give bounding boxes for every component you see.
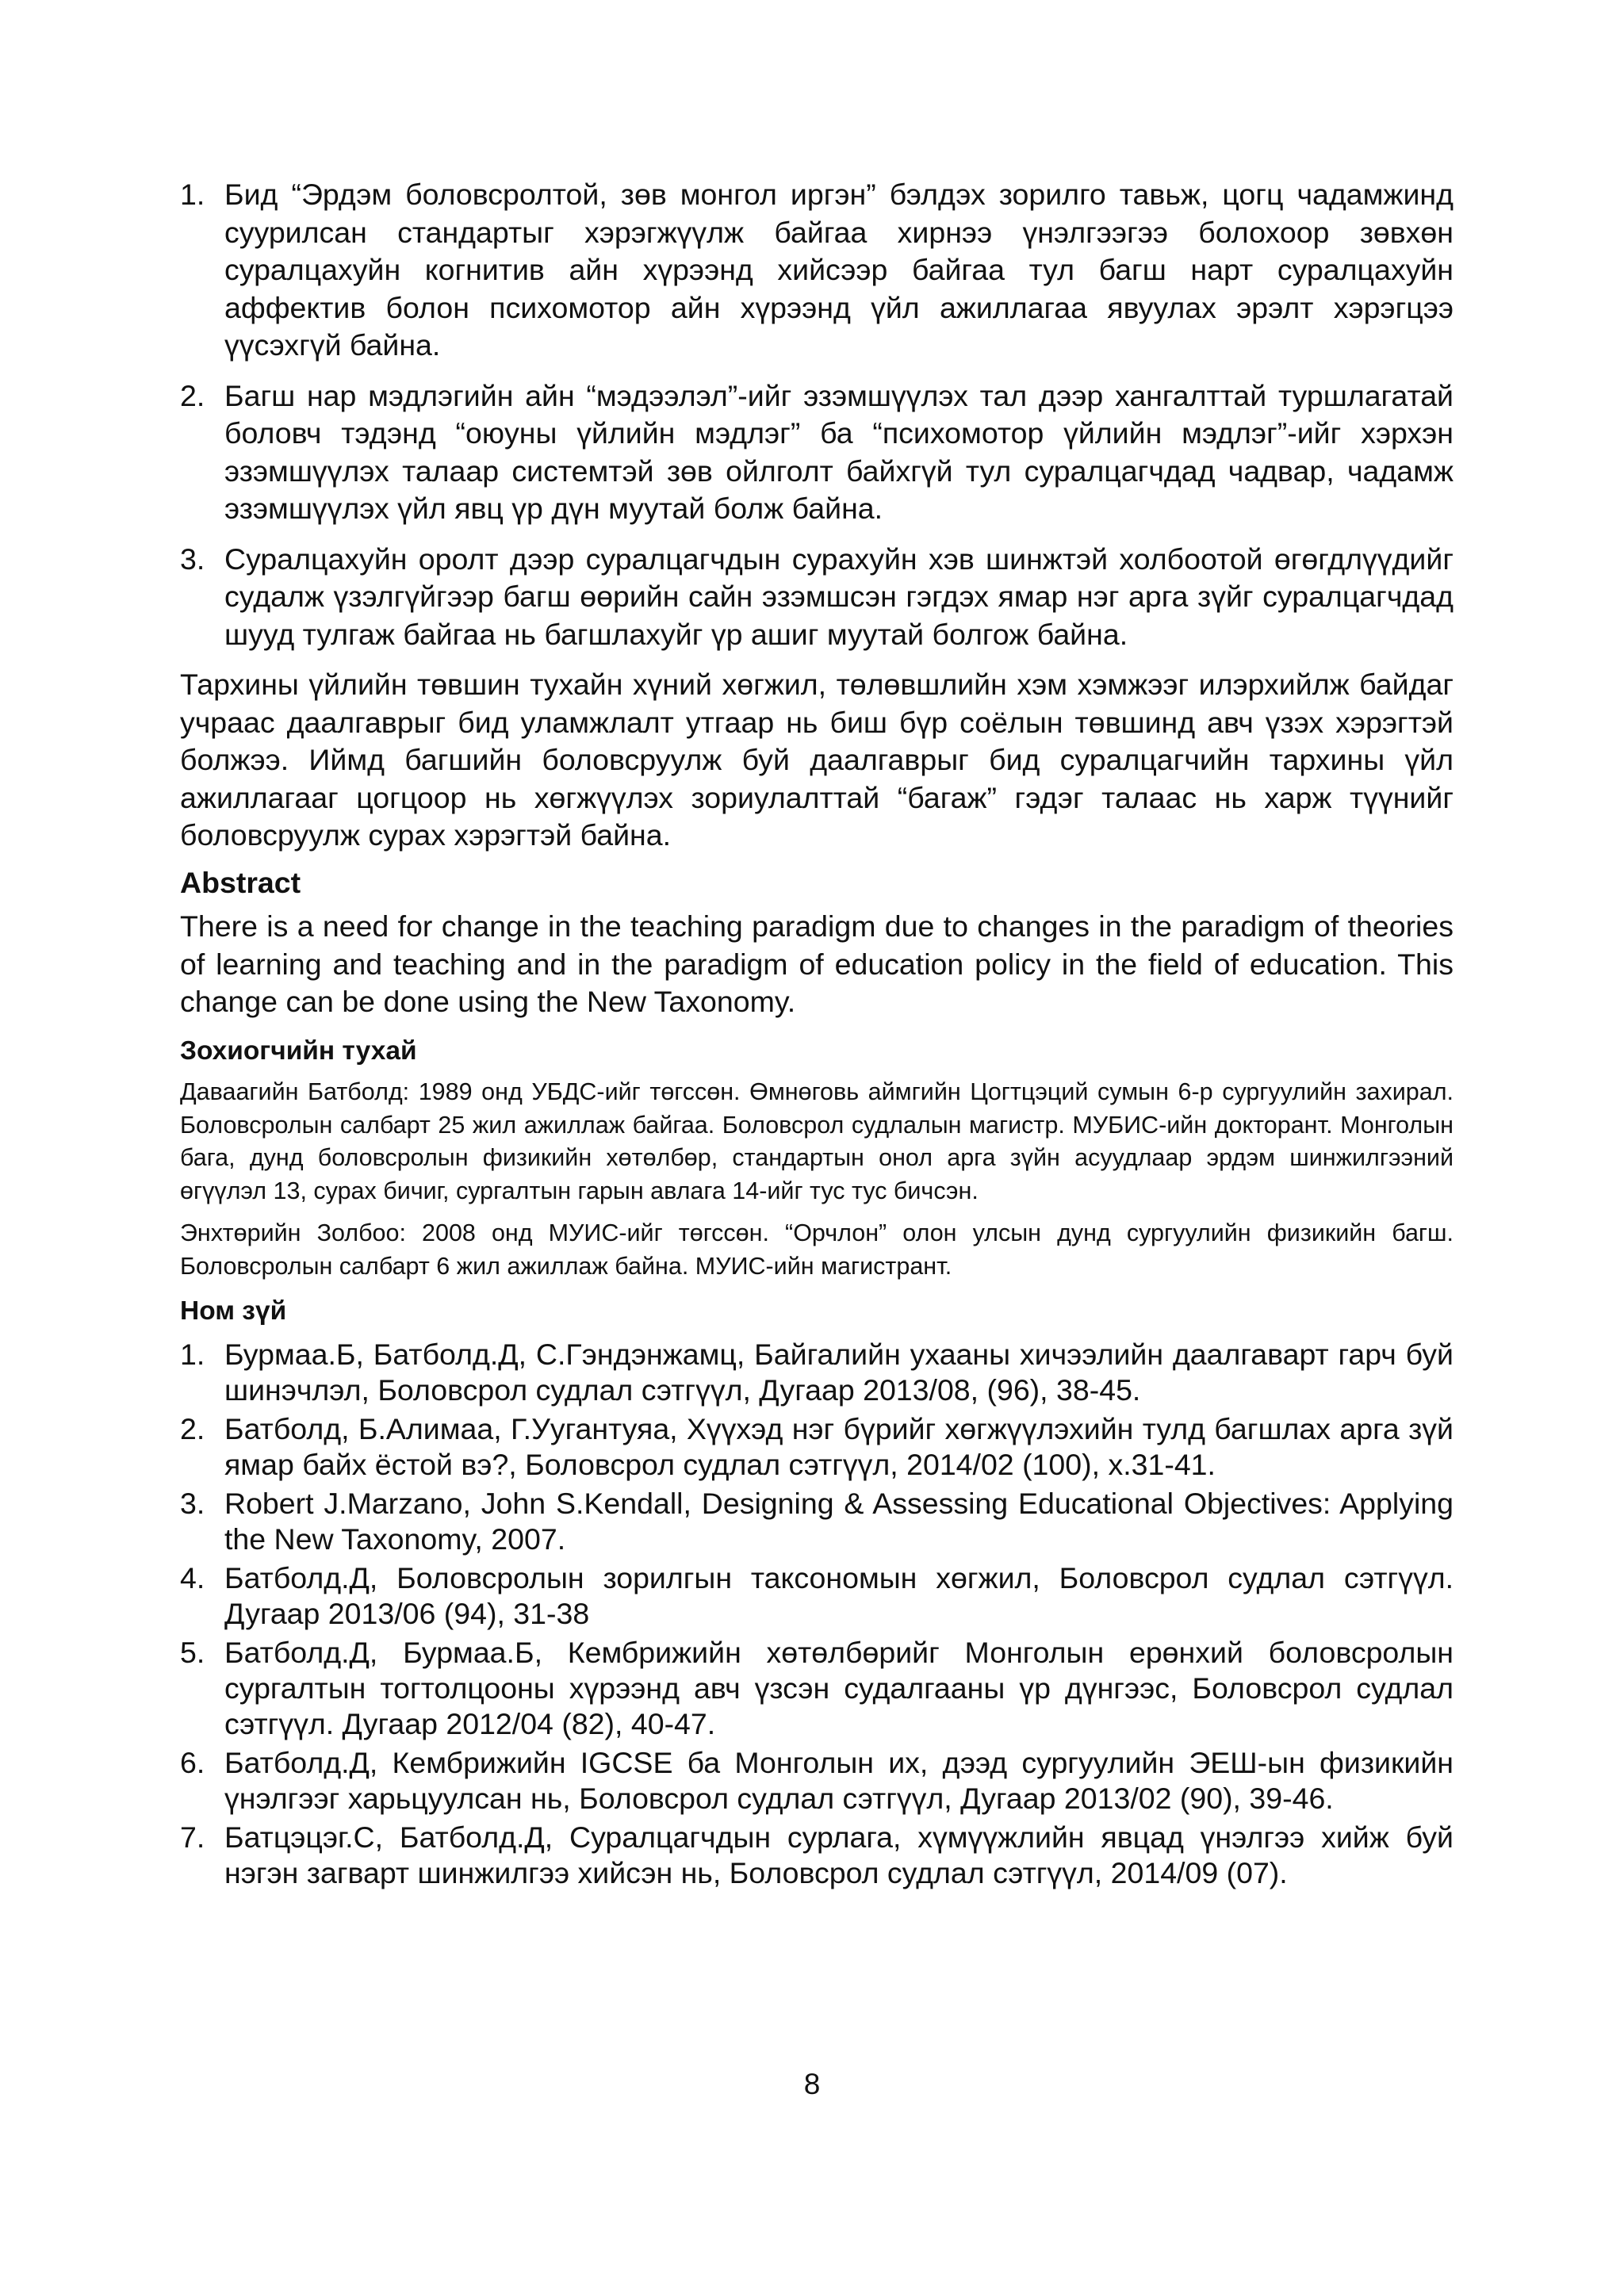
reference-text: Батболд.Д, Боловсролын зорилгын таксономын хөгжил, Боловсрол судлал сэтгүүл. Дугаар 2013/06 (94), 31-38 bbox=[224, 1560, 1454, 1630]
reference-item bbox=[180, 1635, 1454, 1742]
list-item-number: 1. bbox=[180, 178, 205, 211]
list-item-number: 2. bbox=[180, 378, 205, 412]
reference-text: Robert J.Marzano, John S.Kendall, Designing & Assessing Educational Objectives: Applying the New Taxonomy, 2007. bbox=[224, 1486, 1454, 1556]
reference-item bbox=[180, 1411, 1454, 1483]
reference-item bbox=[180, 1486, 1454, 1557]
reference-item bbox=[180, 1560, 1454, 1632]
reference-number: 4. bbox=[180, 1560, 205, 1594]
list-item-text: Бид “Эрдэм боловсролтой, зөв монгол иргэн” бэлдэх зорилго тавьж, цогц чадамжинд суурилсан стандартыг хэрэгжүүлж байгаа хирнээ үнэлгээгээ болохоор зөвхөн суралцахуйн когнитив айн хүрээнд хийсээр байгаа тул багш нарт суралцахуйн аффектив болон психомотор айн хүрээнд үйл ажиллагаа явуулах эрэлт хэрэгцээ үүсэхгүй байна. bbox=[224, 178, 1454, 362]
reference-item bbox=[180, 1337, 1454, 1408]
references-list bbox=[180, 1337, 1454, 1891]
reference-number: 6. bbox=[180, 1745, 205, 1779]
reference-number: 7. bbox=[180, 1820, 205, 1854]
list-item bbox=[180, 541, 1454, 654]
authors-heading: Зохиогчийн тухай bbox=[180, 1035, 417, 1066]
conclusions-list bbox=[180, 176, 1454, 653]
reference-text: Батцэцэг.С, Батболд.Д, Суралцагчдын сурлага, хүмүүжлийн явцад үнэлгээ хийж буй нэгэн загварт шинжилгээ хийсэн нь, Боловсрол судлал сэтгүүл, 2014/09 (07). bbox=[224, 1820, 1454, 1889]
reference-text: Батболд.Д, Бурмаа.Б, Кембрижийн хөтөлбөрийг Монголын ерөнхий боловсролын сургалтын тогтолцооны хүрээнд авч үзсэн судалгааны үр дүнгээс, Боловсрол судлал сэтгүүл. Дугаар 2012/04 (82), 40-47. bbox=[224, 1635, 1454, 1740]
author-bio: Энхтөрийн Золбоо: 2008 онд МУИС-ийг төгссөн. “Орчлон” олон улсын дунд сургуулийн физикийн багш. Боловсролын салбарт 6 жил ажиллаж байна. МУИС-ийн магистрант. bbox=[180, 1219, 1454, 1280]
list-item-text: Суралцахуйн оролт дээр суралцагчдын сурахуйн хэв шинжтэй холбоотой өгөгдлүүдийг судалж үзэлгүйгээр багш өөрийн сайн эзэмшсэн гэгдэх ямар нэг арга зүйг суралцагчдад шууд тулгаж байгаа нь багшлахуйг үр ашиг муутай болгож байна. bbox=[224, 542, 1454, 651]
reference-text: Батболд.Д, Кембрижийн IGCSE ба Монголын их, дээд сургуулийн ЭЕШ-ын физикийн үнэлгээг харьцуулсан нь, Боловсрол судлал сэтгүүл, Дугаар 2013/02 (90), 39-46. bbox=[224, 1745, 1454, 1815]
references-heading: Ном зүй bbox=[180, 1296, 287, 1326]
body-paragraph: Тархины үйлийн төвшин тухайн хүний хөгжил, төлөвшлийн хэм хэмжээг илэрхийлж байдаг учраас даалгаврыг бид уламжлалт утгаар нь биш бүр соёлын төвшинд авч үзэх хэрэгтэй болжээ. Иймд багшийн боловсруулж буй даалгаврыг бид суралцагчийн тархины үйл ажиллагааг цогцоор нь хөгжүүлэх зориулалттай “багаж” гэдэг талаас нь харж түүнийг боловсруулж сурах хэрэгтэй байна. bbox=[180, 668, 1454, 852]
reference-number: 5. bbox=[180, 1635, 205, 1669]
reference-item bbox=[180, 1820, 1454, 1891]
reference-text: Бурмаа.Б, Батболд.Д, С.Гэндэнжамц, Байгалийн ухааны хичээлийн даалгаварт гарч буй шинэчлэл, Боловсрол судлал сэтгүүл, Дугаар 2013/08, (96), 38-45. bbox=[224, 1337, 1454, 1407]
list-item-text: Багш нар мэдлэгийн айн “мэдээлэл”-ийг эзэмшүүлэх тал дээр хангалттай туршлагатай боловч тэдэнд “оюуны үйлийн мэдлэг” ба “психомотор үйлийн мэдлэг”-ийг хэрхэн эзэмшүүлэх талаар системтэй зөв ойлголт байхгүй тул суралцагчдад чадвар, чадамж эзэмшүүлэх үйл явц үр дүн муутай болж байна. bbox=[224, 378, 1454, 525]
author-bio: Даваагийн Батболд: 1989 онд УБДС-ийг төгссөн. Өмнөговь аймгийн Цогтцэций сумын 6-р сургуулийн захирал. Боловсролын салбарт 25 жил ажиллаж байгаа. Боловсрол судлалын магистр. МУБИС-ийн докторант. Монголын бага, дунд боловсролын физикийн хөтөлбөр, стандартын онол арга зүйн асуудлаар эрдэм шинжилгээний өгүүлэл 13, сурах бичиг, сургалтын гарын авлага 14-ийг тус тус бичсэн. bbox=[180, 1078, 1454, 1204]
reference-number: 2. bbox=[180, 1411, 205, 1445]
list-item-number: 3. bbox=[180, 542, 205, 576]
reference-number: 3. bbox=[180, 1486, 205, 1520]
list-item bbox=[180, 176, 1454, 365]
abstract-text: There is a need for change in the teaching paradigm due to changes in the paradigm of theories of learning and teaching and in the paradigm of education policy in the field of education. This change can be done using the New Taxonomy. bbox=[180, 909, 1454, 1018]
list-item bbox=[180, 377, 1454, 528]
abstract-heading: Abstract bbox=[180, 865, 301, 899]
reference-text: Батболд, Б.Алимаа, Г.Уугантуяа, Хүүхэд нэг бүрийг хөгжүүлэхийн тулд багшлах арга зүй ямар байх ёстой вэ?, Боловсрол судлал сэтгүүл, 2014/02 (100), х.31-41. bbox=[224, 1411, 1454, 1481]
page-content bbox=[180, 176, 1454, 1894]
page-number: 8 bbox=[803, 2068, 821, 2100]
reference-item bbox=[180, 1745, 1454, 1816]
reference-number: 1. bbox=[180, 1337, 205, 1371]
